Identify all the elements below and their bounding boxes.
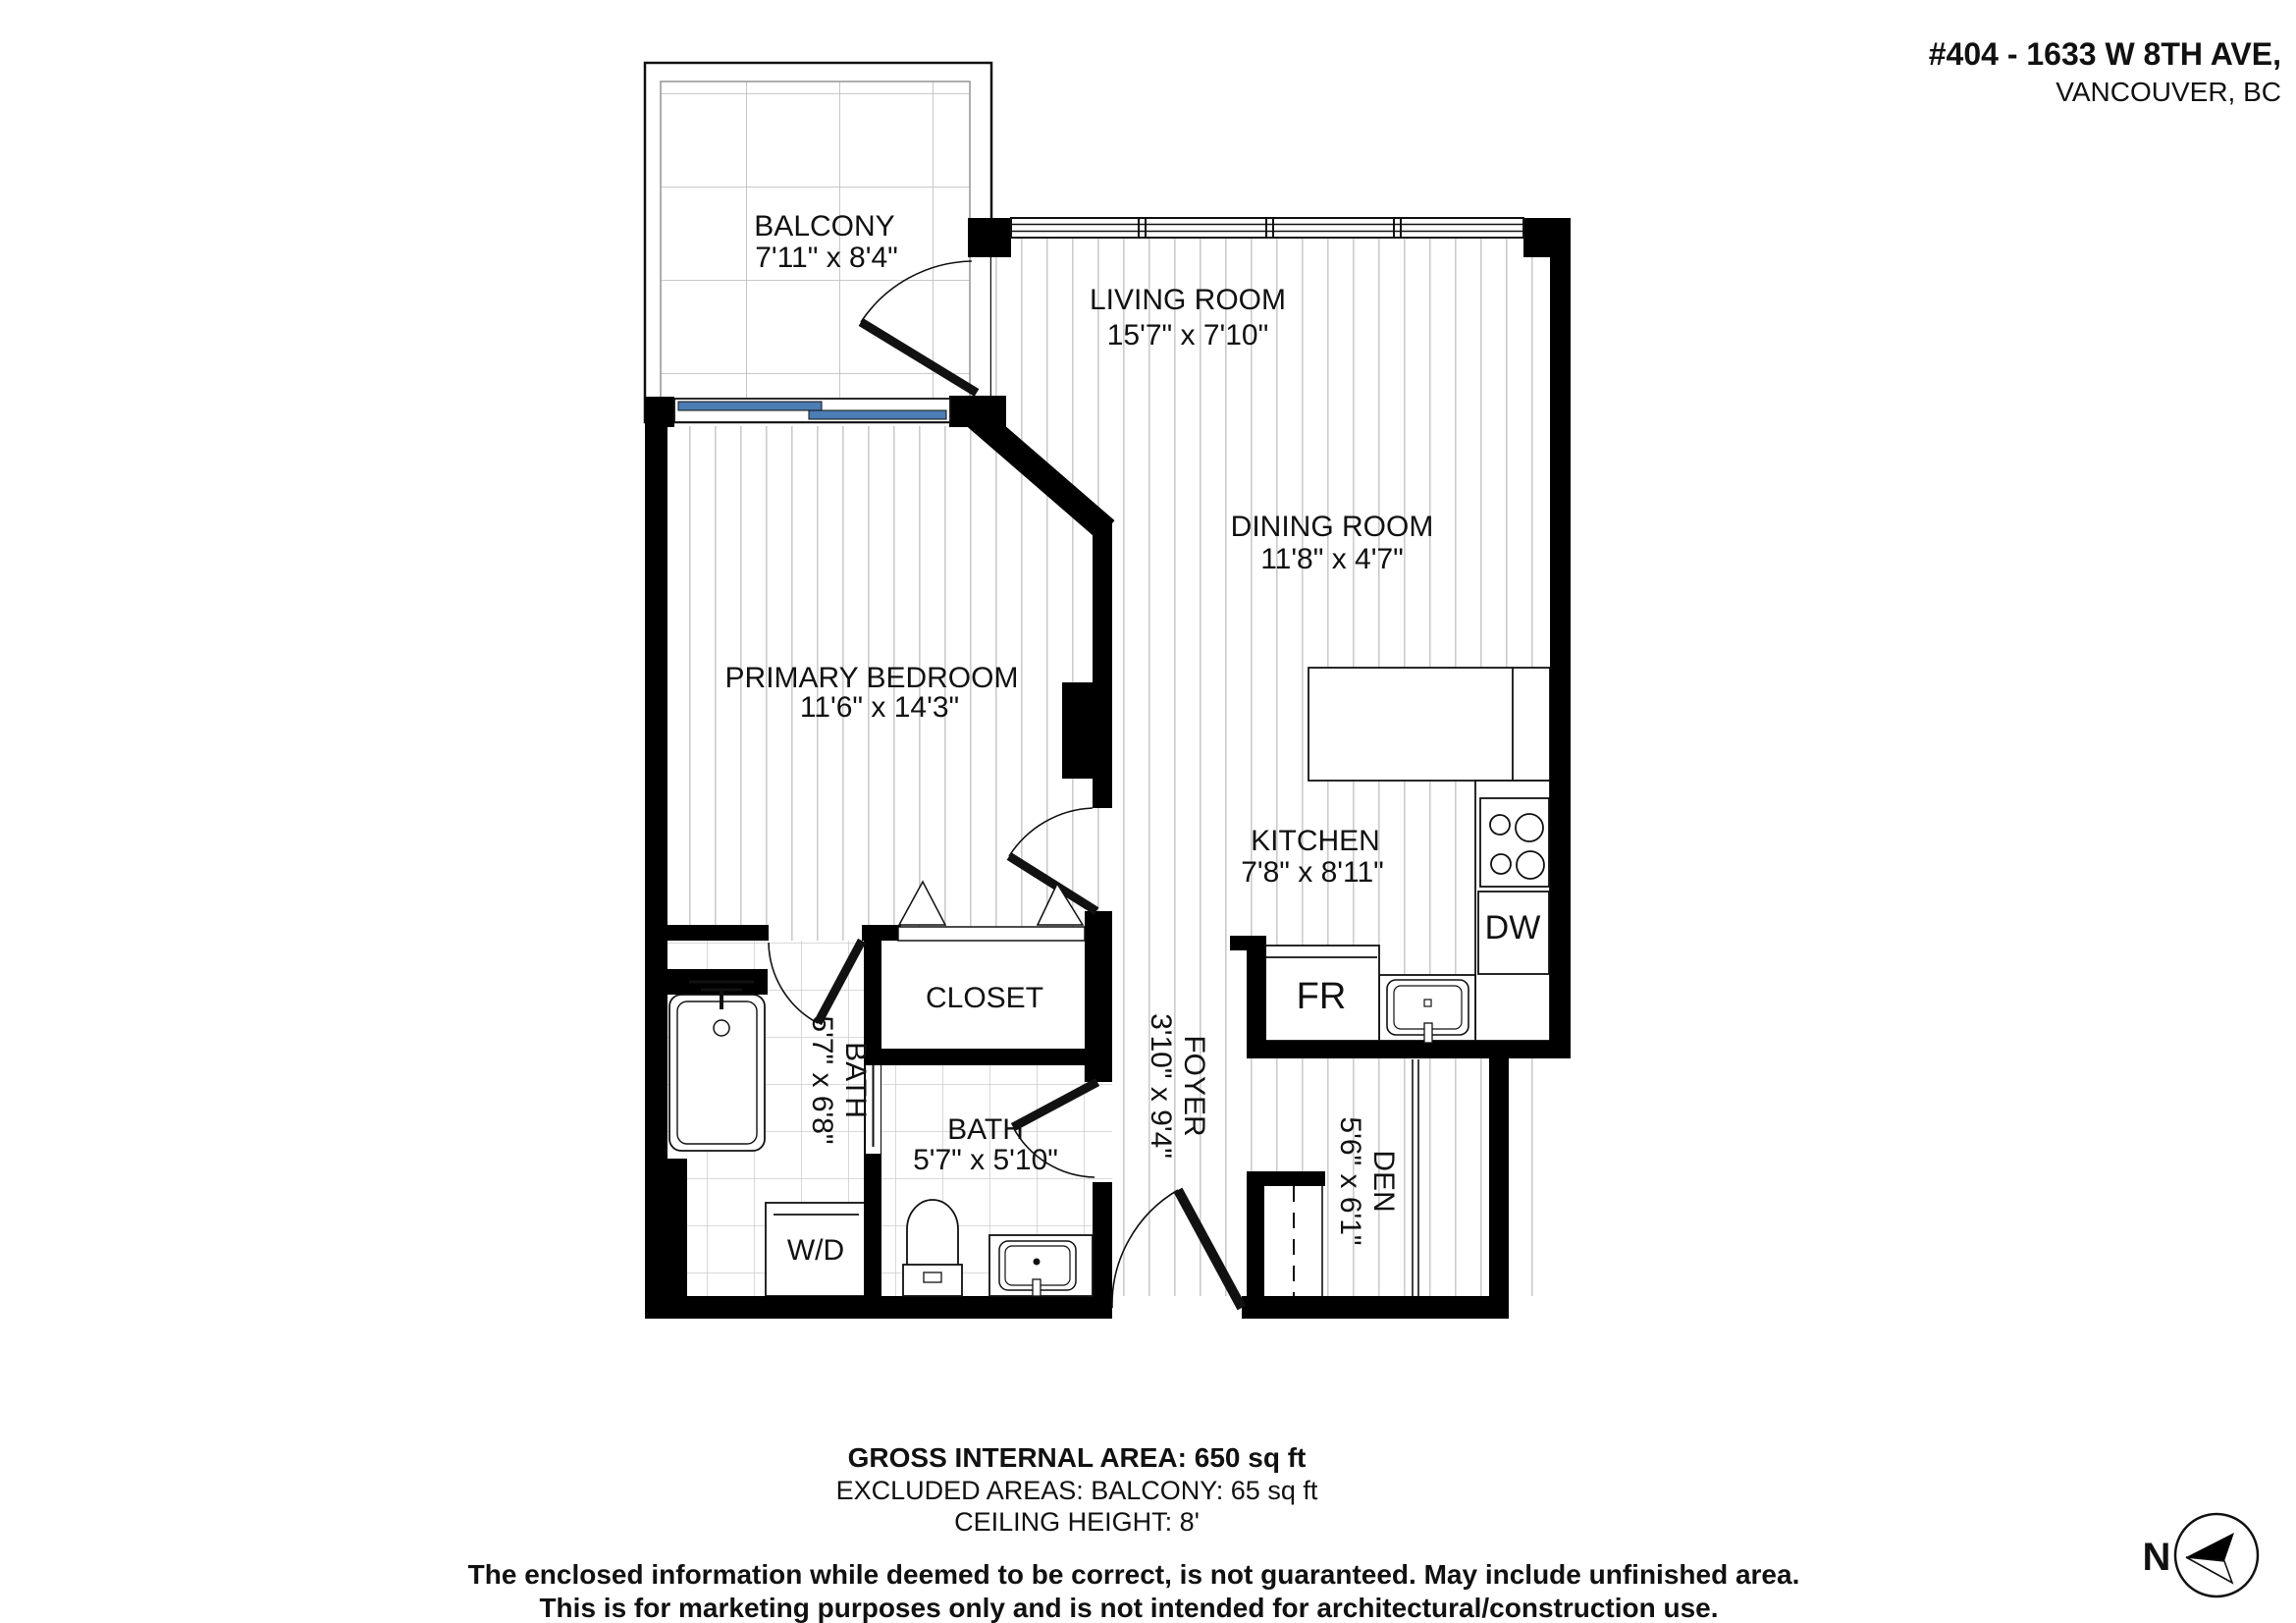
excluded-area-text: EXCLUDED AREAS: BALCONY: 65 sq ft	[835, 1476, 1318, 1505]
disclaimer-line1: The enclosed information while deemed to be correct, is not guaranteed. May include unfinished area.	[467, 1559, 1800, 1590]
den-label: DEN	[1367, 1150, 1400, 1213]
bath2-faucet-handle	[1033, 1279, 1041, 1296]
foyer-dims: 3'10" x 9'4"	[1145, 1013, 1177, 1159]
stove-burner-icon	[1491, 854, 1511, 874]
compass-needle-filled-icon	[2186, 1533, 2234, 1561]
gross-area-text: GROSS INTERNAL AREA: 650 sq ft	[847, 1442, 1307, 1473]
washer-dryer-label: W/D	[786, 1234, 845, 1267]
balcony-label: BALCONY	[754, 210, 895, 243]
closet-label: CLOSET	[925, 982, 1044, 1014]
wall-bottom-left	[645, 1296, 1112, 1319]
wall-kitchen-bottom	[1247, 1041, 1571, 1058]
north-label: N	[2142, 1536, 2171, 1579]
dining-room-dims: 11'8" x 4'7"	[1260, 543, 1404, 575]
wall-fridge-left	[1247, 936, 1266, 1041]
toilet-button-icon	[924, 1272, 941, 1282]
wall-closet-bottom	[864, 1049, 1112, 1065]
ceiling-height-text: CEILING HEIGHT: 8'	[954, 1507, 1200, 1537]
dining-room-label: DINING ROOM	[1230, 511, 1434, 543]
bath2-dims: 5'7" x 5'10"	[913, 1144, 1058, 1176]
bath2-label: BATH	[947, 1113, 1024, 1146]
dishwasher-label: DW	[1484, 909, 1541, 947]
address-line2: VANCOUVER, BC	[2056, 77, 2281, 107]
fridge-label: FR	[1296, 976, 1347, 1017]
wall-left-bottom-mass	[645, 1159, 687, 1298]
kitchen-faucet-icon	[1424, 1000, 1431, 1006]
wall-balcony-block-left	[647, 397, 674, 427]
stove-burner-icon	[1490, 815, 1510, 835]
sliding-door-panel-icon	[678, 402, 822, 410]
wall-den-niche-top	[1247, 1171, 1325, 1186]
wall-den-niche-left	[1247, 1171, 1264, 1296]
stove-burner-icon	[1517, 851, 1544, 879]
living-room-dims: 15'7" x 7'10"	[1106, 319, 1269, 352]
primary-bedroom-label: PRIMARY BEDROOM	[724, 662, 1019, 694]
closet-track	[898, 927, 1085, 941]
wall-fridge-stub	[1230, 936, 1266, 950]
wall-bottom-right	[1242, 1296, 1509, 1319]
counter-top-run	[1308, 668, 1550, 781]
balcony-dims: 7'11" x 8'4"	[755, 242, 898, 274]
tub-drain-icon	[714, 1020, 729, 1036]
living-room-label: LIVING ROOM	[1089, 284, 1287, 316]
bath1-dims: 5'7" x 6'8"	[806, 1015, 838, 1145]
primary-bedroom-dims: 11'6" x 14'3"	[799, 691, 960, 724]
wall-bath2-right-lower	[1093, 1182, 1112, 1296]
sliding-door-panel-icon	[809, 410, 946, 419]
header	[1929, 36, 2281, 107]
wall-bedroom-block	[1062, 682, 1112, 779]
stove-burner-icon	[1516, 814, 1543, 841]
wall-right	[1550, 218, 1571, 1058]
compass-needle-outline-icon	[2186, 1557, 2232, 1583]
disclaimer-line2: This is for marketing purposes only and is not intended for architectural/construction use.	[539, 1593, 1719, 1623]
foyer-label: FOYER	[1178, 1035, 1210, 1137]
den-dims: 5'6" x 6'1"	[1334, 1116, 1366, 1246]
wall-bedroom-bottom-a	[645, 925, 769, 941]
compass	[2143, 1514, 2258, 1596]
address-line1: #404 - 1633 W 8TH AVE,	[1928, 36, 2281, 72]
kitchen-label: KITCHEN	[1251, 825, 1380, 857]
kitchen-faucet-handle	[1424, 1023, 1432, 1043]
wall-top-left-seg	[968, 218, 1011, 257]
toilet-bowl-icon	[907, 1200, 958, 1265]
area-summary	[836, 1442, 1318, 1537]
wall-den-right	[1489, 1058, 1509, 1319]
kitchen-dims: 7'8" x 8'11"	[1241, 856, 1384, 889]
bath1-label: BATH	[839, 1042, 872, 1118]
bath2-faucet-icon	[1034, 1259, 1041, 1266]
disclaimer	[468, 1559, 1800, 1623]
